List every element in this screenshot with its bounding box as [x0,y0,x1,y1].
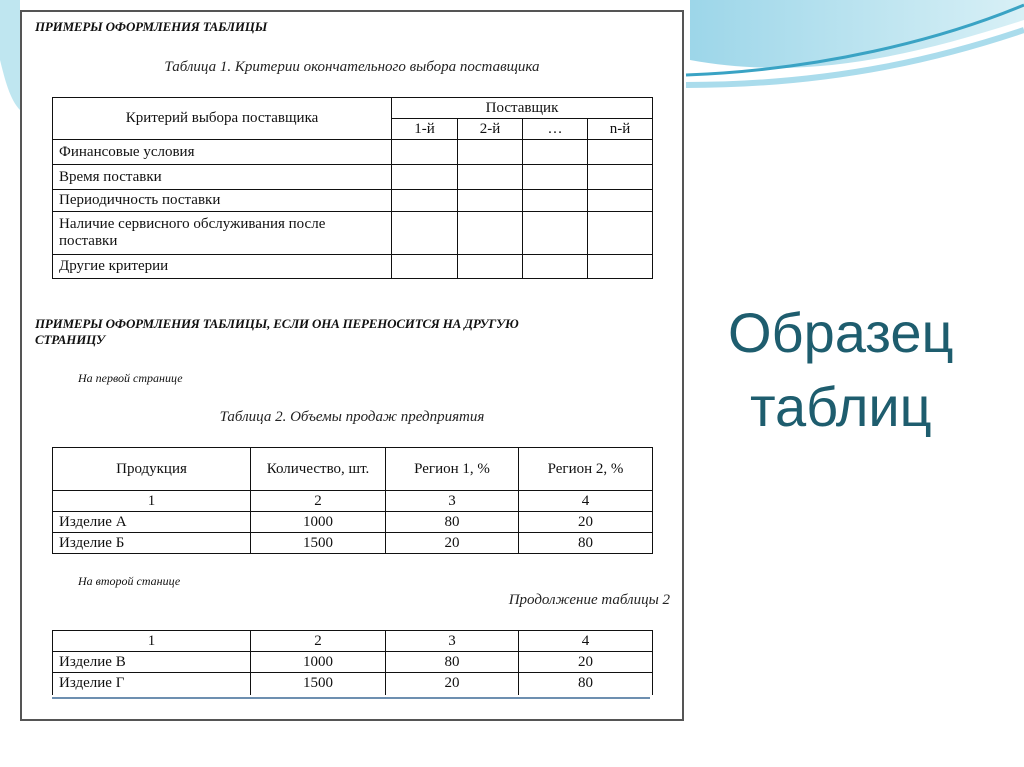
table-2 [52,447,653,554]
header-supplier: Поставщик [392,98,653,119]
slide-title-line2: таблиц [750,375,932,438]
region1-cell: 80 [386,512,519,533]
header-criterion: Критерий выбора поставщика [53,98,392,140]
criterion-row: Время поставки [53,165,392,190]
region1-cell: 20 [386,673,519,695]
table-3 [52,630,653,695]
header-region1: Регион 1, % [386,448,519,491]
product-cell: Изделие В [53,652,251,673]
table-1 [52,97,653,279]
region2-cell: 80 [519,673,653,695]
col-number: 2 [251,491,386,512]
second-page-note: На второй станице [78,574,181,588]
header-product: Продукция [53,448,251,491]
region2-cell: 20 [519,652,653,673]
quantity-cell: 1000 [251,512,386,533]
region2-cell: 80 [519,533,653,554]
page-break-line [52,697,650,699]
criterion-row: Финансовые условия [53,140,392,165]
product-cell: Изделие Б [53,533,251,554]
table2-caption: Таблица 2. Объемы продаж предприятия [219,409,485,425]
supplier-col: 2-й [458,119,523,140]
supplier-col: n-й [588,119,653,140]
heading-2-line2: СТРАНИЦУ [35,332,105,347]
table-row [53,512,653,533]
heading-1: ПРИМЕРЫ ОФОРМЛЕНИЯ ТАБЛИЦЫ [35,19,268,34]
supplier-col: 1-й [392,119,458,140]
quantity-cell: 1000 [251,652,386,673]
criterion-row: Наличие сервисного обслуживания после поставки [53,212,392,255]
col-number: 1 [53,491,251,512]
col-number: 1 [53,631,251,652]
region2-cell: 20 [519,512,653,533]
quantity-cell: 1500 [251,673,386,695]
quantity-cell: 1500 [251,533,386,554]
product-cell: Изделие А [53,512,251,533]
header-quantity: Количество, шт. [251,448,386,491]
header-region2: Регион 2, % [519,448,653,491]
continuation-caption: Продолжение таблицы 2 [508,592,670,608]
table-row [53,533,653,554]
region1-cell: 80 [386,652,519,673]
first-page-note: На первой странице [78,371,183,385]
criterion-row: Другие критерии [53,255,392,279]
col-number: 3 [386,631,519,652]
table-row [53,673,653,695]
supplier-col: … [523,119,588,140]
col-number: 4 [519,631,653,652]
col-number: 2 [251,631,386,652]
table-row [53,652,653,673]
product-cell: Изделие Г [53,673,251,695]
region1-cell: 20 [386,533,519,554]
slide-title-line1: Образец [728,301,954,364]
criterion-row: Периодичность поставки [53,190,392,212]
heading-2-line1: ПРИМЕРЫ ОФОРМЛЕНИЯ ТАБЛИЦЫ, ЕСЛИ ОНА ПЕРЕНОСИТСЯ НА ДРУГУЮ [35,316,519,331]
table1-caption: Таблица 1. Критерии окончательного выбора поставщика [164,59,540,75]
col-number: 4 [519,491,653,512]
col-number: 3 [386,491,519,512]
slide-title [728,296,954,444]
